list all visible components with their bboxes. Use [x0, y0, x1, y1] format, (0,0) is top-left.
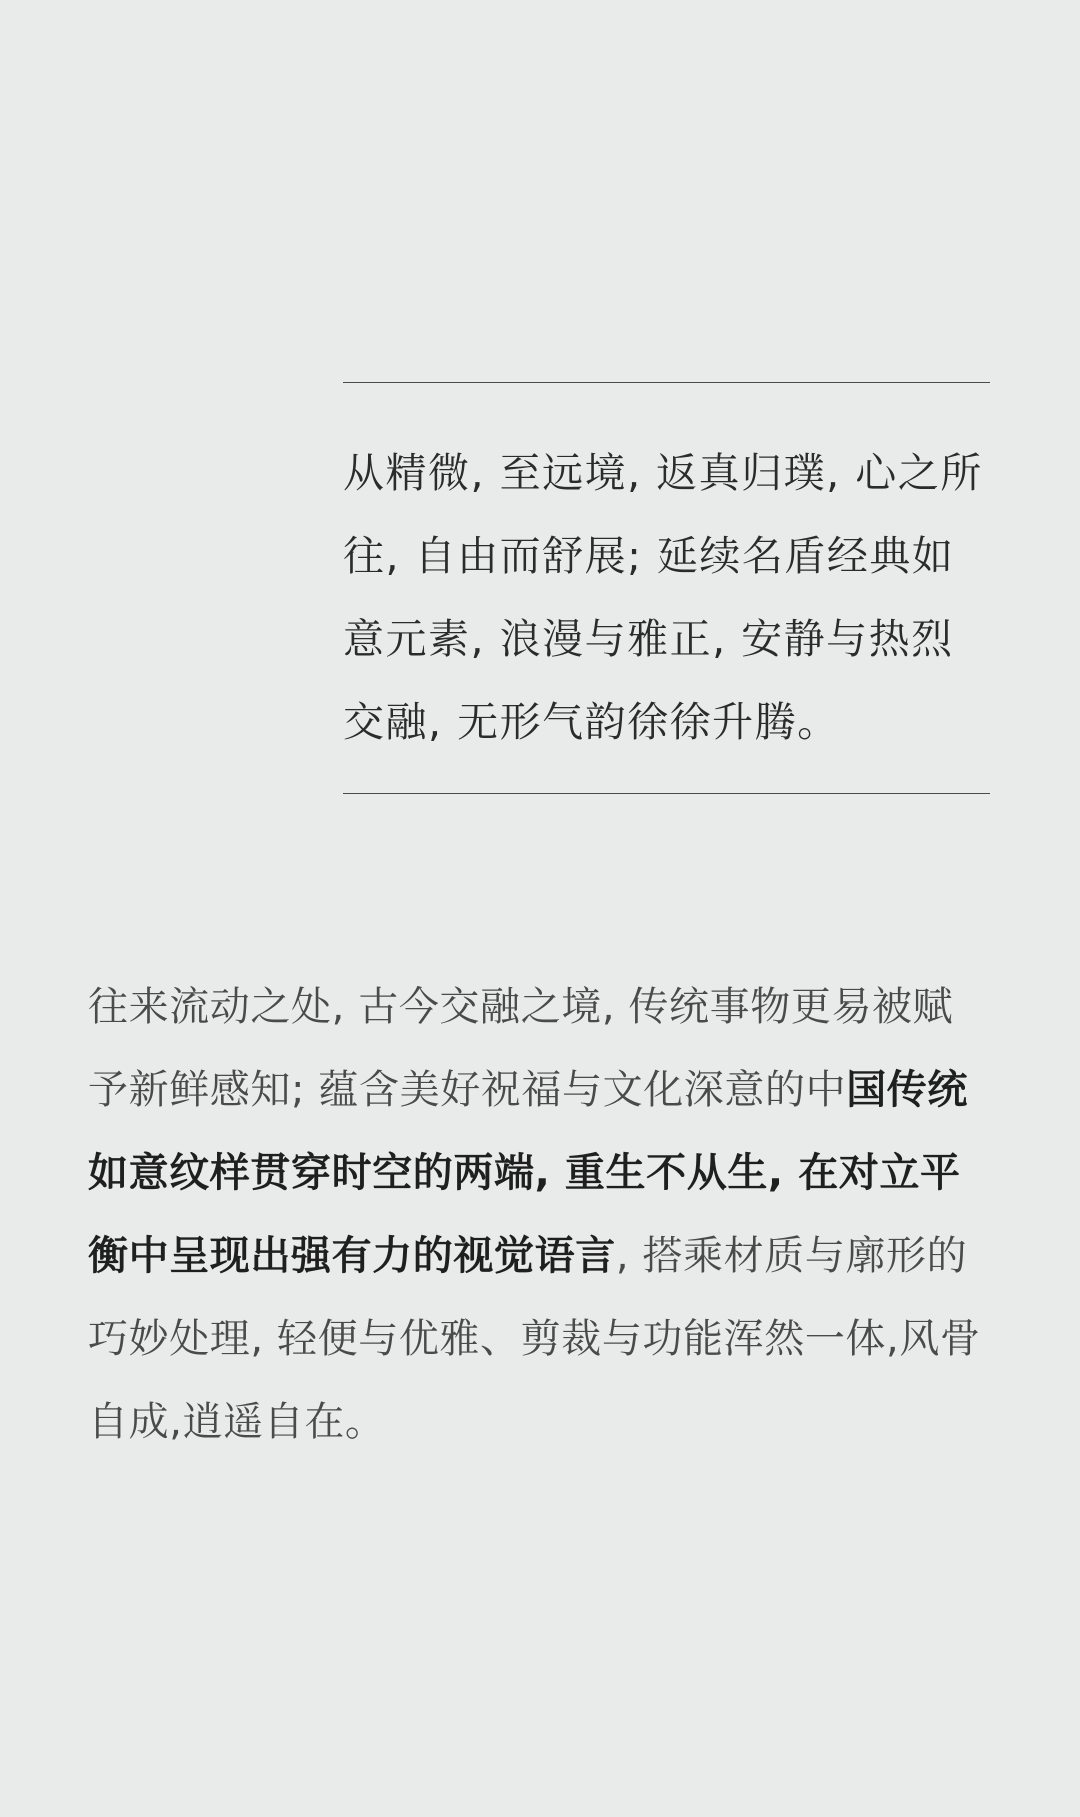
- quote-text: 从精微, 至远境, 返真归璞, 心之所往, 自由而舒展; 延续名盾经典如意元素, 浪漫与雅正, 安静与热烈交融, 无形气韵徐徐升腾。: [343, 449, 983, 746]
- bottom-divider: [343, 793, 990, 794]
- body-text-part-2: 国传统如意纹样贯穿时空的两端, 重生不从生, 在对立平衡中呈现出强有力的视觉语言: [88, 1067, 969, 1279]
- body-paragraph: [88, 966, 992, 1464]
- top-divider: [343, 382, 990, 383]
- body-text-part-3: , 搭乘材质与廓形的巧妙处理, 轻便与优雅、剪裁与功能浑然一体,风骨自成,逍遥自在。: [88, 1233, 981, 1445]
- body-text-part-1: 往来流动之处, 古今交融之境, 传统事物更易被赋予新鲜感知; 蕴含美好祝福与文化深意的中: [88, 984, 954, 1113]
- quote-block: [343, 382, 990, 794]
